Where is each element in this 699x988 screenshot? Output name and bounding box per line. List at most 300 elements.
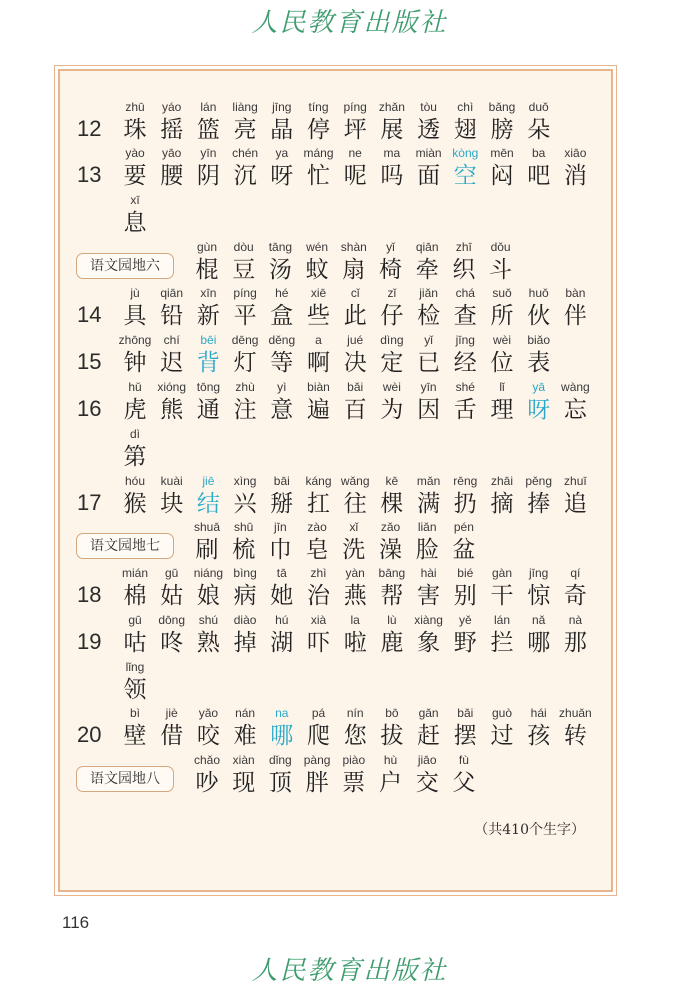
pinyin: xiàng xyxy=(414,613,443,627)
hanzi: 野 xyxy=(453,630,477,656)
character-cell xyxy=(299,565,339,611)
pinyin: bǎi xyxy=(347,380,364,394)
character-cell xyxy=(299,612,339,658)
pinyin: gū xyxy=(128,613,142,627)
hanzi: 哪 xyxy=(527,630,551,656)
hanzi: 百 xyxy=(343,397,367,423)
hanzi: 爬 xyxy=(307,723,330,749)
pinyin: miàn xyxy=(415,146,442,160)
character-cell xyxy=(225,565,265,611)
pinyin: yǐ xyxy=(386,240,395,254)
pinyin: suǒ xyxy=(492,286,512,300)
pinyin: liàng xyxy=(232,100,258,114)
pinyin: dǐng xyxy=(269,753,292,767)
character-cell xyxy=(299,145,339,191)
character-cell xyxy=(262,705,302,751)
hanzi: 摇 xyxy=(160,117,184,143)
character-cell xyxy=(482,379,522,425)
hanzi: 忘 xyxy=(563,397,587,423)
char-row xyxy=(60,192,615,238)
hanzi: 父 xyxy=(452,770,476,796)
character-cell xyxy=(188,332,228,378)
character-cell xyxy=(115,192,155,238)
pinyin: shú xyxy=(198,613,219,627)
hanzi: 消 xyxy=(563,163,587,189)
character-cell xyxy=(260,752,300,798)
hanzi: 空 xyxy=(453,163,477,189)
character-cell xyxy=(152,473,192,519)
total-count-note: （共410个生字） xyxy=(474,822,585,838)
hanzi: 定 xyxy=(380,350,404,376)
char-row xyxy=(60,239,615,285)
hanzi: 鹿 xyxy=(380,630,404,656)
pinyin: yīn xyxy=(200,146,217,160)
character-cell xyxy=(445,332,485,378)
pinyin: zào xyxy=(307,520,327,534)
pinyin: ma xyxy=(383,146,401,160)
pinyin: bō xyxy=(385,706,399,720)
hanzi: 害 xyxy=(417,583,441,609)
hanzi: 户 xyxy=(379,770,402,796)
hanzi: 篮 xyxy=(196,117,220,143)
character-cell xyxy=(115,145,155,191)
character-cell xyxy=(115,426,155,472)
character-cell xyxy=(262,473,302,519)
character-cell xyxy=(519,332,559,378)
pinyin: xìng xyxy=(233,474,257,488)
character-cell xyxy=(152,565,192,611)
character-cell xyxy=(299,705,339,751)
pinyin: xióng xyxy=(157,380,187,394)
character-cell xyxy=(262,332,302,378)
character-cell xyxy=(482,145,522,191)
char-row xyxy=(60,519,615,565)
publisher-footer: 人民教育出版社 xyxy=(251,956,448,986)
character-cell xyxy=(372,705,412,751)
character-cell xyxy=(445,145,485,191)
page-number: 116 xyxy=(62,913,90,932)
hanzi: 块 xyxy=(160,491,184,517)
hanzi: 熟 xyxy=(196,630,220,656)
character-cell xyxy=(409,379,449,425)
hanzi: 展 xyxy=(380,117,404,143)
pinyin: jīng xyxy=(272,100,292,114)
char-row xyxy=(60,752,615,798)
pinyin: xǐ xyxy=(349,520,359,534)
character-cell xyxy=(115,332,155,378)
hanzi: 啊 xyxy=(307,350,330,376)
pinyin: yīn xyxy=(420,380,437,394)
character-cell xyxy=(372,332,412,378)
pinyin: bāng xyxy=(378,566,406,580)
hanzi: 脸 xyxy=(415,537,439,563)
character-cell xyxy=(372,145,412,191)
hanzi: 熊 xyxy=(160,397,184,423)
hanzi: 翅 xyxy=(453,117,477,143)
character-cell xyxy=(297,239,337,285)
hanzi: 洗 xyxy=(342,537,366,563)
character-cell xyxy=(519,473,559,519)
character-cell xyxy=(409,565,449,611)
pinyin: jiǎn xyxy=(419,286,438,300)
hanzi: 追 xyxy=(563,491,587,517)
lesson-number: 20 xyxy=(77,722,102,747)
pinyin: děng xyxy=(268,333,296,347)
pinyin: pén xyxy=(453,520,474,534)
character-cell xyxy=(187,752,227,798)
pinyin: lán xyxy=(200,100,217,114)
character-cell xyxy=(372,99,412,145)
hanzi: 此 xyxy=(343,303,367,329)
pinyin: jué xyxy=(347,333,364,347)
hanzi: 些 xyxy=(307,303,330,329)
hanzi: 票 xyxy=(342,770,366,796)
hanzi: 象 xyxy=(417,630,441,656)
hanzi: 现 xyxy=(232,770,256,796)
pinyin: yǐ xyxy=(424,333,433,347)
char-row xyxy=(60,99,615,145)
pinyin: jiāo xyxy=(417,753,437,767)
hanzi: 吗 xyxy=(380,163,404,189)
hanzi: 等 xyxy=(270,350,294,376)
character-cell xyxy=(224,239,264,285)
pinyin: zhì xyxy=(310,566,327,580)
hanzi: 铅 xyxy=(160,303,184,329)
pinyin: bàn xyxy=(565,286,586,300)
pinyin: máng xyxy=(303,146,334,160)
pinyin: duǒ xyxy=(528,100,549,114)
character-cell xyxy=(371,519,411,565)
character-cell xyxy=(407,239,447,285)
character-cell xyxy=(519,612,559,658)
hanzi: 呀 xyxy=(270,163,294,189)
hanzi: 所 xyxy=(490,303,514,329)
character-cell xyxy=(519,705,559,751)
hanzi: 结 xyxy=(196,491,220,517)
char-row xyxy=(60,145,615,191)
character-cell xyxy=(445,565,485,611)
character-cell xyxy=(262,379,302,425)
hanzi: 猴 xyxy=(123,491,147,517)
char-row xyxy=(60,705,615,751)
hanzi: 啦 xyxy=(343,630,367,656)
hanzi: 伙 xyxy=(527,303,551,329)
hanzi: 伴 xyxy=(563,303,587,329)
character-cell xyxy=(115,473,155,519)
section-label: 语文园地六 xyxy=(76,253,174,279)
character-cell xyxy=(372,379,412,425)
pinyin: bǎi xyxy=(457,706,474,720)
hanzi: 位 xyxy=(490,350,514,376)
character-cell xyxy=(152,332,192,378)
hanzi: 牵 xyxy=(415,257,439,283)
character-cell xyxy=(299,332,339,378)
pinyin: yǎo xyxy=(198,706,219,720)
hanzi: 梳 xyxy=(232,537,256,563)
pinyin: rēng xyxy=(453,474,478,488)
pinyin: hé xyxy=(275,286,289,300)
hanzi: 息 xyxy=(123,210,147,236)
hanzi: 透 xyxy=(417,117,441,143)
hanzi: 胖 xyxy=(305,770,329,796)
hanzi: 病 xyxy=(233,583,257,609)
pinyin: mián xyxy=(121,566,148,580)
pinyin: bìng xyxy=(233,566,257,580)
hanzi: 孩 xyxy=(527,723,551,749)
pinyin: huǒ xyxy=(528,286,549,300)
hanzi: 摆 xyxy=(453,723,477,749)
pinyin: pěng xyxy=(525,474,553,488)
pinyin: yā xyxy=(532,380,546,394)
hanzi: 壁 xyxy=(123,723,147,749)
hanzi: 迟 xyxy=(160,350,184,376)
character-cell xyxy=(335,612,375,658)
hanzi: 帮 xyxy=(380,583,404,609)
character-cell xyxy=(260,239,300,285)
character-cell xyxy=(297,752,337,798)
pinyin: tā xyxy=(276,566,287,580)
character-cell xyxy=(409,145,449,191)
character-cell xyxy=(444,519,484,565)
hanzi: 表 xyxy=(527,350,551,376)
pinyin: hù xyxy=(383,753,398,767)
hanzi: 她 xyxy=(270,583,294,609)
hanzi: 过 xyxy=(490,723,514,749)
character-cell xyxy=(262,565,302,611)
pinyin: jiè xyxy=(165,706,178,720)
char-row xyxy=(60,659,615,705)
character-cell xyxy=(335,379,375,425)
pinyin: dìng xyxy=(380,333,404,347)
character-cell xyxy=(407,519,447,565)
char-row xyxy=(60,332,615,378)
pinyin: wǎng xyxy=(340,474,370,488)
hanzi: 珠 xyxy=(123,117,147,143)
hanzi: 澡 xyxy=(379,537,402,563)
char-row xyxy=(60,426,615,472)
pinyin: niáng xyxy=(193,566,224,580)
pinyin: zhù xyxy=(235,380,255,394)
character-cell xyxy=(445,99,485,145)
pinyin: zǎo xyxy=(380,520,401,534)
character-cell xyxy=(115,659,155,705)
lesson-number: 16 xyxy=(77,396,102,421)
character-cell xyxy=(187,239,227,285)
pinyin: zǐ xyxy=(387,286,397,300)
hanzi: 理 xyxy=(490,397,514,423)
pinyin: yàn xyxy=(345,566,365,580)
character-cell xyxy=(262,612,302,658)
character-cell xyxy=(225,285,265,331)
hanzi: 具 xyxy=(123,303,147,329)
hanzi: 拦 xyxy=(490,630,514,656)
hanzi: 朵 xyxy=(527,117,551,143)
pinyin: yì xyxy=(277,380,287,394)
char-row xyxy=(60,285,615,331)
pinyin: jīn xyxy=(274,520,287,534)
character-cell xyxy=(297,519,337,565)
hanzi: 扔 xyxy=(453,491,477,517)
pinyin: lǐng xyxy=(125,660,145,674)
hanzi: 背 xyxy=(196,350,220,376)
pinyin: shū xyxy=(234,520,254,534)
hanzi: 腰 xyxy=(160,163,184,189)
character-cell xyxy=(371,752,411,798)
character-cell xyxy=(115,612,155,658)
character-cell xyxy=(482,612,522,658)
hanzi: 刷 xyxy=(195,537,219,563)
character-cell xyxy=(409,612,449,658)
pinyin: kuài xyxy=(160,474,183,488)
section-label: 语文园地七 xyxy=(76,533,174,559)
character-cell xyxy=(225,145,265,191)
character-cell xyxy=(225,379,265,425)
pinyin: tōng xyxy=(196,380,221,394)
pinyin: tòu xyxy=(420,100,437,114)
pinyin: zhǎn xyxy=(378,100,405,114)
hanzi: 掰 xyxy=(270,491,294,517)
lesson-number: 15 xyxy=(77,349,102,374)
pinyin: chǎo xyxy=(193,753,221,767)
hanzi: 您 xyxy=(343,723,367,749)
pinyin: dòu xyxy=(233,240,254,254)
lesson-number: 12 xyxy=(77,116,102,141)
hanzi: 膀 xyxy=(490,117,514,143)
hanzi: 第 xyxy=(123,444,147,470)
character-cell xyxy=(225,99,265,145)
character-cell xyxy=(152,612,192,658)
hanzi: 停 xyxy=(307,117,330,143)
hanzi: 转 xyxy=(563,723,587,749)
character-cell xyxy=(188,705,228,751)
hanzi: 赶 xyxy=(417,723,441,749)
character-cell xyxy=(372,612,412,658)
pinyin: zhū xyxy=(125,100,145,114)
pinyin: shé xyxy=(455,380,475,394)
character-cell xyxy=(299,285,339,331)
pinyin: nín xyxy=(346,706,364,720)
character-cell xyxy=(262,145,302,191)
character-cell xyxy=(409,285,449,331)
pinyin: shuā xyxy=(193,520,221,534)
hanzi: 查 xyxy=(453,303,477,329)
pinyin: xīn xyxy=(200,286,217,300)
pinyin: hài xyxy=(420,566,437,580)
character-cell xyxy=(152,705,192,751)
pinyin: yào xyxy=(125,146,145,160)
pinyin: pàng xyxy=(303,753,331,767)
pinyin: dēng xyxy=(231,333,259,347)
hanzi: 虎 xyxy=(123,397,147,423)
character-cell xyxy=(335,332,375,378)
pinyin: wén xyxy=(306,240,329,254)
character-cell xyxy=(334,239,374,285)
character-cell xyxy=(555,145,595,191)
lesson-number: 18 xyxy=(77,582,102,607)
pinyin: wèi xyxy=(382,380,401,394)
hanzi: 皂 xyxy=(305,537,329,563)
hanzi: 治 xyxy=(307,583,330,609)
lesson-number: 17 xyxy=(77,490,102,515)
hanzi: 已 xyxy=(417,350,441,376)
hanzi: 决 xyxy=(343,350,367,376)
pinyin: hǔ xyxy=(128,380,142,394)
character-cell xyxy=(335,705,375,751)
hanzi: 面 xyxy=(417,163,441,189)
character-cell xyxy=(225,612,265,658)
section-label: 语文园地八 xyxy=(76,766,174,792)
character-cell xyxy=(371,239,411,285)
character-cell xyxy=(115,705,155,751)
pinyin: bēi xyxy=(200,333,217,347)
hanzi: 盒 xyxy=(270,303,294,329)
pinyin: píng xyxy=(233,286,257,300)
character-cell xyxy=(482,285,522,331)
character-cell xyxy=(519,285,559,331)
hanzi: 棵 xyxy=(380,491,404,517)
pinyin: gǎn xyxy=(418,706,439,720)
pinyin: bǎng xyxy=(488,100,516,114)
pinyin: lǐ xyxy=(499,380,505,394)
hanzi: 斗 xyxy=(489,257,513,283)
character-cell xyxy=(482,332,522,378)
pinyin: dì xyxy=(129,427,140,441)
hanzi: 灯 xyxy=(233,350,257,376)
hanzi: 难 xyxy=(233,723,257,749)
pinyin: piào xyxy=(342,753,366,767)
hanzi: 呀 xyxy=(527,397,551,423)
hanzi: 阴 xyxy=(196,163,220,189)
hanzi: 经 xyxy=(453,350,477,376)
character-cell xyxy=(225,332,265,378)
lesson-number: 13 xyxy=(77,162,102,187)
hanzi: 奇 xyxy=(563,583,587,609)
character-cell xyxy=(519,379,559,425)
pinyin: chí xyxy=(163,333,180,347)
hanzi: 交 xyxy=(415,770,439,796)
character-cell xyxy=(372,473,412,519)
pinyin: diào xyxy=(233,613,257,627)
pinyin: qiān xyxy=(415,240,439,254)
hanzi: 咚 xyxy=(160,630,184,656)
hanzi: 巾 xyxy=(268,537,292,563)
hanzi: 注 xyxy=(233,397,257,423)
character-cell xyxy=(335,565,375,611)
character-cell xyxy=(372,565,412,611)
pinyin: kē xyxy=(385,474,399,488)
hanzi: 织 xyxy=(452,257,476,283)
pinyin: bāi xyxy=(273,474,290,488)
character-cell xyxy=(188,565,228,611)
pinyin: biàn xyxy=(307,380,330,394)
pinyin: jiē xyxy=(202,474,215,488)
character-cell xyxy=(152,379,192,425)
pinyin: jīng xyxy=(529,566,549,580)
char-row xyxy=(60,612,615,658)
pinyin: xiāo xyxy=(564,146,587,160)
pinyin: bì xyxy=(129,706,140,720)
pinyin: na xyxy=(275,706,289,720)
pinyin: fù xyxy=(458,753,469,767)
character-cell xyxy=(225,473,265,519)
hanzi: 棍 xyxy=(195,257,219,283)
pinyin: mǎn xyxy=(416,474,441,488)
character-cell xyxy=(152,99,192,145)
hanzi: 别 xyxy=(453,583,477,609)
pinyin: wàng xyxy=(561,380,590,394)
hanzi: 新 xyxy=(196,303,220,329)
pinyin: jīng xyxy=(455,333,475,347)
